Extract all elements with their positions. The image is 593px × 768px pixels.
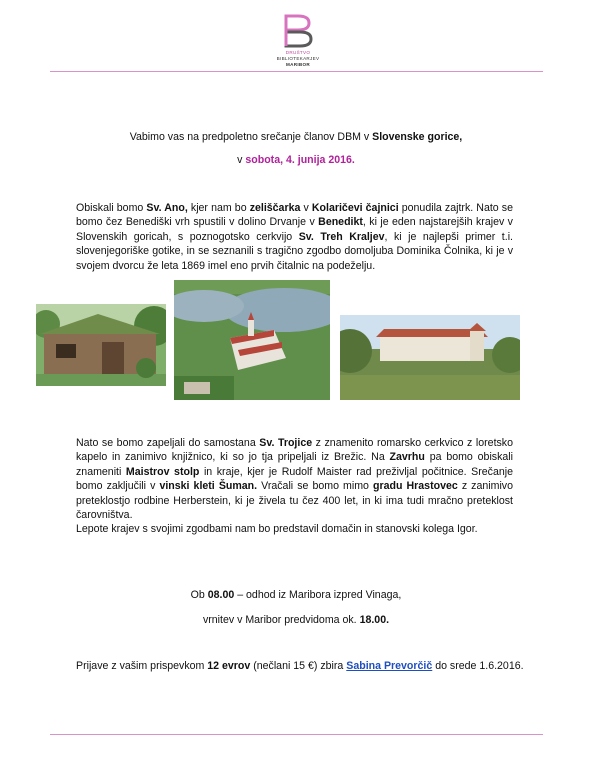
- departure-line: Ob 08.00 – odhod iz Maribora izpred Vinaga,: [190, 589, 402, 601]
- dbm-logo-mark: [278, 14, 318, 48]
- event-date: sobota, 4. junija 2016.: [245, 154, 355, 166]
- logo-line-3: MARIBOR: [285, 62, 311, 67]
- signup-line: Prijave z vašim prispevkom 12 evrov (nečlani 15 €) zbira Sabina Prevorčič do srede 1.6.2016.: [76, 660, 524, 672]
- header-divider: [50, 71, 543, 72]
- paragraph-intro: Obiskali bomo Sv. Ano, kjer nam bo zeliščarka v Kolaričevi čajnici ponudila zajtrk. Nato se bomo čez Benediški vrh spustili v dolino Drvanje v Benedikt, ki je eden najstarejših krajev v Slovenskih goricah, s poznogotsko cerkvijo Sv. Treh Kraljev, ki je najlepši primer t.i. slovenjegoriške gotike, in se seznanili s tragično zgodbo domoljuba Dominika Čolnika, ki je v svojem dvorcu že leta 1869 imel eno prvih čitalnic na podeželju.: [76, 202, 513, 272]
- photo-hrastovec-castle: [340, 315, 520, 400]
- photo-wooden-cottage: [36, 304, 166, 386]
- return-time: 18.00.: [359, 614, 390, 626]
- invite-date-line: [76, 153, 516, 167]
- date-prefix: v: [237, 154, 243, 166]
- footer-divider: [50, 734, 543, 735]
- logo-line-2: BIBLIOTEKARJEV: [276, 56, 320, 61]
- return-line: vrnitev v Maribor predvidoma ok. 18.00.: [202, 614, 390, 626]
- departure-time: 08.00: [207, 589, 235, 601]
- invite-place: Slovenske gorice,: [372, 131, 463, 143]
- contact-link[interactable]: Sabina Prevorčič: [346, 660, 433, 672]
- logo-line-1: DRUŠTVO: [285, 50, 311, 55]
- guide-sentence: Lepote krajev s svojimi zgodbami nam bo predstavil domačin in stanovski kolega Igor.: [76, 523, 478, 536]
- invite-line: [76, 130, 516, 144]
- dbm-logo: [270, 14, 326, 70]
- paragraph-program: Nato se bomo zapeljali do samostana Sv. Trojice z znamenito romarsko cerkvico z loretsko kapelo in zanimivo knjižnico, ki so jo tja pripeljali iz Brežic. Na Zavrhu pa bomo obiskali znameniti Maistrov stolp in kraje, kjer je Rudolf Maister rad preživljal počitnice. Srečanje bomo zaključili v vinski kleti Šuman. Vračali se bomo mimo gradu Hrastovec z zanimivo preteklostjo rodbine Herberstein, ki je živela tu čez 400 let, in ki ima tudi mračno preteklost čarovništva. Lepote krajev s svojimi zgodbami nam bo predstavil domačin in stanovski kolega Igor.: [76, 437, 513, 536]
- invite-text: Vabimo vas na predpoletno srečanje članov DBM v: [129, 131, 370, 143]
- price: 12 evrov: [207, 660, 251, 672]
- photo-castle-lake: [174, 280, 330, 400]
